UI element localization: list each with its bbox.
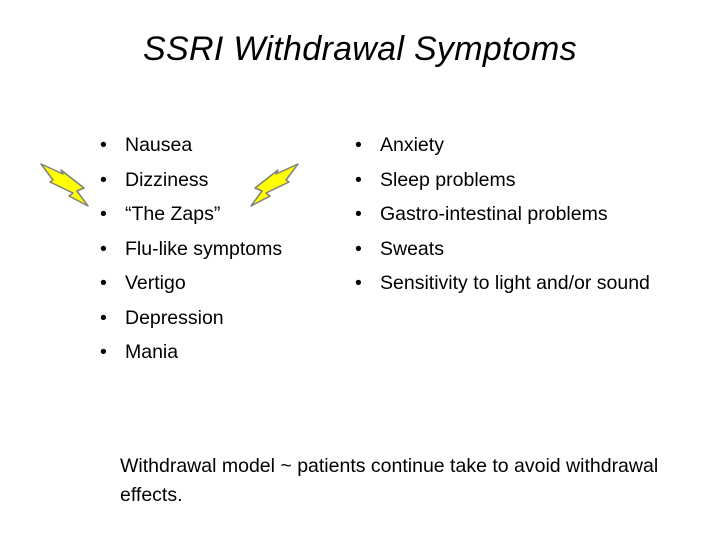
- left-symptom-item: [100, 338, 320, 373]
- left-symptom-item: [100, 131, 320, 166]
- right-symptom-item: [355, 131, 665, 160]
- bullet-icon: •: [100, 237, 107, 260]
- right-symptom-item: [355, 166, 665, 195]
- right-symptom-item-label: Sleep problems: [380, 168, 516, 191]
- bullet-icon: •: [100, 134, 107, 156]
- left-symptom-item: [100, 269, 320, 304]
- left-symptom-item-label: Mania: [125, 341, 179, 363]
- left-symptom-item-label: Dizziness: [125, 168, 209, 191]
- left-symptom-item-label: Nausea: [125, 134, 193, 156]
- left-symptom-item: [100, 200, 320, 235]
- withdrawal-model-note: Withdrawal model ~ patients continue take to avoid withdrawal effects.: [120, 455, 659, 506]
- right-symptom-item-label: Sweats: [380, 237, 444, 260]
- left-symptom-item-label: Flu-like symptoms: [125, 237, 283, 260]
- left-symptom-item-label: “The Zaps”: [125, 203, 221, 225]
- bullet-icon: •: [100, 306, 107, 329]
- bullet-icon: •: [100, 272, 107, 294]
- bullet-icon: •: [100, 341, 107, 363]
- right-symptom-item-label: Anxiety: [380, 134, 444, 156]
- left-symptom-list: [100, 131, 320, 373]
- right-symptom-item: [355, 269, 665, 298]
- right-symptom-item: [355, 200, 665, 229]
- bullet-icon: •: [355, 134, 362, 156]
- bullet-icon: •: [355, 168, 362, 191]
- bullet-icon: •: [355, 272, 362, 294]
- left-symptom-item: [100, 166, 320, 201]
- left-symptom-item-label: Vertigo: [125, 272, 186, 294]
- right-symptom-item: [355, 235, 665, 264]
- left-symptom-item: [100, 304, 320, 339]
- bullet-icon: •: [100, 203, 107, 225]
- lightning-bolt-icon-left: [40, 158, 92, 208]
- right-symptom-item-label: Gastro-intestinal problems: [380, 203, 608, 225]
- left-symptom-item: [100, 235, 320, 270]
- right-symptom-item-label: Sensitivity to light and/or sound: [380, 272, 650, 294]
- slide-title: SSRI Withdrawal Symptoms: [143, 30, 577, 68]
- bullet-icon: •: [355, 203, 362, 225]
- left-symptom-item-label: Depression: [125, 306, 224, 329]
- bullet-icon: •: [355, 237, 362, 260]
- right-symptom-list: [355, 131, 665, 304]
- bullet-icon: •: [100, 168, 107, 191]
